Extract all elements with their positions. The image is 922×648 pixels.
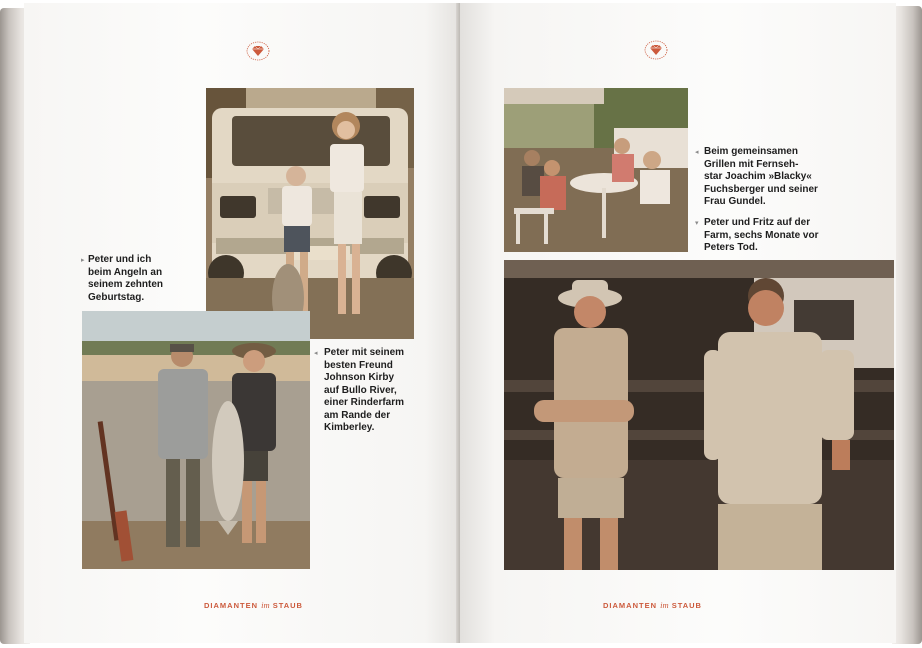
photo-boys-with-fish bbox=[82, 311, 310, 569]
footer-word: STAUB bbox=[671, 601, 702, 610]
diamond-logo-icon bbox=[246, 41, 270, 61]
footer-word: DIAMANTEN bbox=[204, 601, 258, 610]
caption-line: Frau Gundel. bbox=[704, 196, 766, 207]
caption-line: seinem zehnten bbox=[88, 279, 164, 290]
footer-word: im bbox=[660, 600, 669, 610]
caption-line: besten Freund bbox=[324, 359, 393, 371]
footer-word: im bbox=[261, 600, 270, 610]
caption-barbecue bbox=[704, 146, 818, 209]
caption-line: Fuchsberger und seiner bbox=[704, 183, 818, 195]
left-page bbox=[24, 3, 460, 643]
caption-line: Peter mit seinem bbox=[324, 347, 405, 358]
caption-line: Peters Tod. bbox=[704, 242, 758, 253]
caption-line: beim Angeln an bbox=[88, 266, 163, 278]
right-page bbox=[460, 3, 896, 643]
caption-pointer-icon: ▾ bbox=[695, 220, 699, 227]
page-stack-right bbox=[892, 6, 922, 644]
caption-line: Peter und Fritz auf der bbox=[704, 217, 811, 228]
caption-line: Geburtstag. bbox=[88, 291, 145, 303]
caption-line: auf Bullo River, bbox=[324, 384, 397, 396]
book-title-footer bbox=[204, 600, 303, 610]
diamond-logo-icon bbox=[644, 40, 668, 60]
caption-line: Johnson Kirby bbox=[324, 372, 395, 383]
caption-best-friend bbox=[324, 347, 404, 435]
caption-pointer-icon: ◂ bbox=[695, 149, 699, 156]
photo-peter-fritz-farm bbox=[504, 260, 894, 570]
caption-farm bbox=[704, 217, 818, 255]
footer-word: DIAMANTEN bbox=[603, 601, 657, 610]
caption-line: Farm, sechs Monate vor bbox=[704, 229, 819, 241]
footer-word: STAUB bbox=[272, 601, 303, 610]
caption-line: einer Rinderfarm bbox=[324, 397, 405, 408]
caption-fishing bbox=[88, 254, 163, 304]
photo-mother-son-car bbox=[206, 88, 414, 339]
caption-line: star Joachim »Blacky« bbox=[704, 171, 812, 182]
caption-line: am Rande der bbox=[324, 409, 391, 421]
caption-line: Grillen mit Fernseh- bbox=[704, 158, 799, 170]
caption-pointer-icon: ◂ bbox=[314, 350, 318, 357]
caption-line: Peter und ich bbox=[88, 254, 152, 265]
book-title-footer bbox=[603, 600, 702, 610]
caption-line: Kimberley. bbox=[324, 422, 375, 433]
caption-pointer-icon: ▸ bbox=[81, 257, 85, 264]
photo-barbecue-group bbox=[504, 88, 688, 252]
caption-line: Beim gemeinsamen bbox=[704, 146, 798, 157]
